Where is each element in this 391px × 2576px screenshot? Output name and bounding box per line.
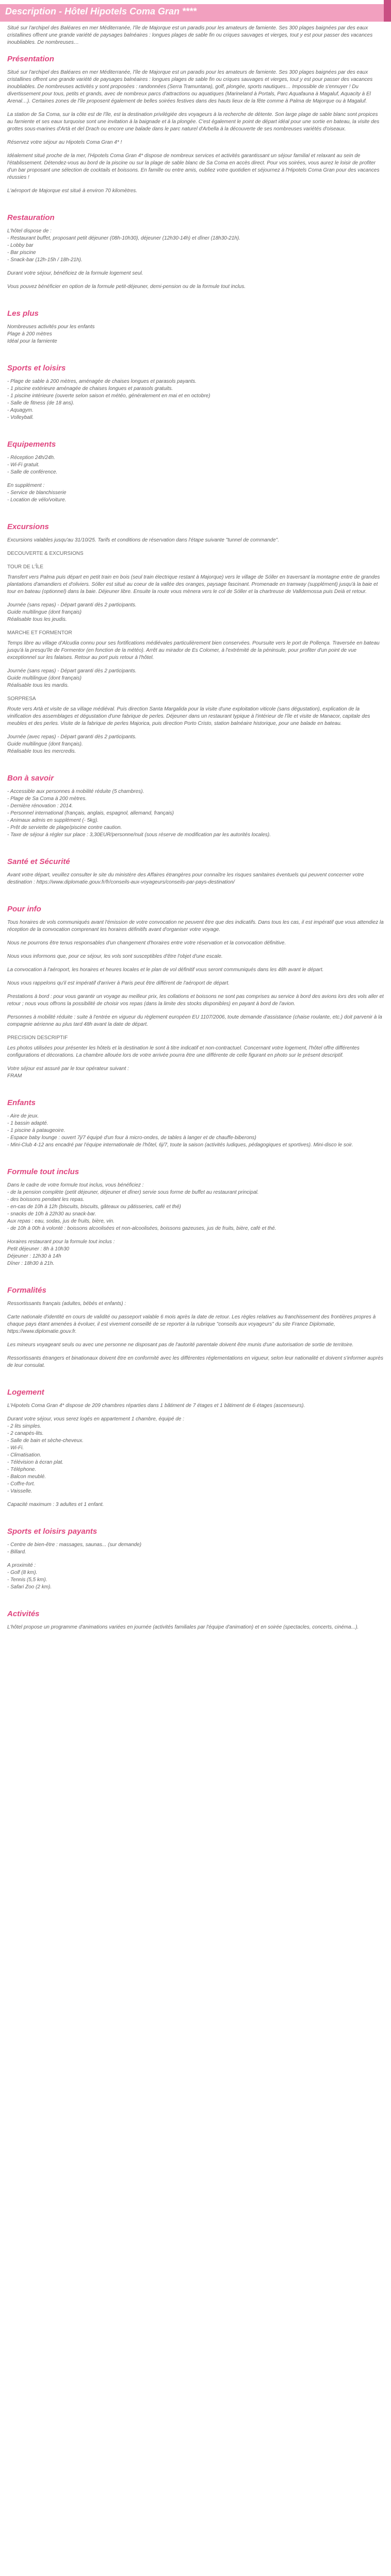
list-item: - 1 bassin adapté.	[7, 1121, 48, 1126]
equipements-extra-list	[7, 482, 384, 504]
sports-payants-list	[7, 1541, 384, 1556]
list-item: - Climatisation.	[7, 1452, 42, 1458]
list-item: Idéal pour la farniente	[7, 338, 57, 344]
list-item: - 1 piscine à pataugeoire.	[7, 1128, 66, 1133]
list-item: - Espace baby lounge : ouvert 7j/7 équipé d'un four à micro-ondes, de tables à langer et de chauffe-biberons)	[7, 1135, 256, 1141]
section-title-formule: Formule tout inclus	[7, 1167, 79, 1176]
list-item: - Wi-Fi.	[7, 1445, 24, 1451]
list-item: - Télévision à écran plat.	[7, 1460, 63, 1465]
excursion-desc: Temps libre au village d'Alcudia connu pour ses fortifications médiévales particulièrement bien conservées. Poursuite vers le port de Pollença. Traversée en bateau jusqu'à la presqu'île de Formentor (en fonction de la météo). Arrêt au mirador de Es Colomer, à l'extrémité de la péninsule, pour profiter d'un point de vue exceptionnel sur les falaises. Retour au port puis retour à l'hôtel.	[7, 640, 380, 660]
list-item: - Wi-Fi gratuit.	[7, 462, 40, 468]
list-item: - Accessible aux personnes à mobilité réduite (5 chambres).	[7, 789, 144, 794]
list-item: - Personnel international (français, anglais, espagnol, allemand, français)	[7, 810, 174, 816]
excursion-name: TOUR DE L'ÎLE	[7, 564, 44, 570]
list-item: - 2 canapés-lits.	[7, 1431, 44, 1436]
section-title-restauration: Restauration	[7, 213, 55, 222]
formule-list	[7, 1182, 384, 1232]
list-item: - Snack-bar (12h-15h / 18h-21h).	[7, 257, 83, 263]
restauration-p1: Durant votre séjour, bénéficiez de la formule logement seul.	[7, 270, 143, 276]
section-title-sports: Sports et loisirs	[7, 364, 66, 372]
section-title-equipements: Equipements	[7, 440, 56, 449]
list-item: - Balcon meublé.	[7, 1474, 46, 1480]
list-item: - de la pension complète (petit déjeuner, déjeuner et dîner) servie sous forme de buffet au restaurant principal.	[7, 1190, 259, 1195]
list-item: - en-cas de 10h à 12h (biscuits, biscuits, gâteaux ou pâtisseries, café et thé)	[7, 1204, 181, 1210]
formalites-p3: Les mineurs voyageant seuls ou avec une personne ne disposant pas de l'autorité parentale doivent être munis d'une autorisation de sortie de territoire.	[7, 1342, 354, 1348]
list-item: - Téléphone.	[7, 1467, 37, 1472]
formalites-p1: Ressortissants français (adultes, bébés et enfants) :	[7, 1301, 126, 1307]
logement-p2: Durant votre séjour, vous serez logés en appartement 1 chambre, équipé de :	[7, 1416, 184, 1422]
list-item: Déjeuner : 12h30 à 14h	[7, 1253, 61, 1259]
section-title-sports-payants: Sports et loisirs payants	[7, 1527, 97, 1536]
list-item: - Dernière rénovation : 2014.	[7, 803, 73, 809]
list-item: Petit déjeuner : 8h à 10h30	[7, 1246, 70, 1252]
logement-p1: L'Hipotels Coma Gran 4* dispose de 209 chambres réparties dans 1 bâtiment de 7 étages et 1 bâtiment de 6 étages (ascenseurs).	[7, 1403, 305, 1409]
page-title: Description - Hôtel Hipotels Coma Gran ****	[5, 6, 197, 16]
formule-p2: Horaires restaurant pour la formule tout inclus :	[7, 1239, 115, 1245]
list-item: Plage à 200 mètres	[7, 331, 52, 337]
precision-heading: PRECISION DESCRIPTIF	[7, 1035, 68, 1041]
excursions-heading: DECOUVERTE & EXCURSIONS	[7, 551, 84, 556]
list-label: A proximité :	[7, 1563, 36, 1568]
list-item: Réalisable tous les jeudis.	[7, 617, 67, 622]
list-item: - Aquagym.	[7, 408, 34, 413]
list-item: Nombreuses activités pour les enfants	[7, 324, 95, 330]
formule-hours	[7, 1239, 384, 1267]
bon-a-savoir-list	[7, 788, 384, 839]
restauration-list	[7, 228, 384, 264]
tour-operator: FRAM	[7, 1073, 22, 1079]
list-item: - Lobby bar	[7, 243, 34, 248]
presentation-p1: Situé sur l'archipel des Baléares en mer Méditerranée, l'île de Majorque est un paradis pour les amateurs de farniente. Ses 300 plages baignées par des eaux cristallines offrent une grande variété de paysages balnéaires : longues plages de sable fin ou criques sauvages et vierges, tout y est pour passer des vacances inoubliables. De nombreuses activités y sont proposées : randonnées (Serra Tramuntana), golf, plongée, sports nautiques… Impossible de s'ennuyer ! Du divertissement pour tous, petits et grands, avec de nombreux parcs d'attractions ou aquatiques (Marineland à Portals, Parc Aquafauna à Magaluf, Aquacity à El Arenal…). Certaines zones de l'île proposent également de belles soirées festives dans des hauts lieux de la fête comme à Palma de Majorque ou à Magaluf.	[7, 70, 373, 104]
section-title-presentation: Présentation	[7, 55, 54, 63]
info-p4: La convocation à l'aéroport, les horaires et heures locales et le plan de vol définitif vous seront communiqués dans les 48h avant le départ.	[7, 967, 324, 973]
list-item: - Coffre-fort.	[7, 1481, 35, 1487]
formule-p1: Dans le cadre de votre formule tout inclus, vous bénéficiez :	[7, 1182, 144, 1188]
presentation-p4: Idéalement situé proche de la mer, l'Hipotels Coma Gran 4* dispose de nombreux services et activités garantissant un séjour familial et relaxant au sein de l'établissement. Détendez-vous au bord de la piscine ou sur la plage de sable blanc de Sa Coma en accès direct. Pour vos soirées, vous aurez le loisir de profiter d'un bar proposant une sélection de cocktails et boissons. En famille ou entre amis, oubliez votre quotidien et séjournez à l'Hipotels Coma Gran pour des vacances réussies !	[7, 153, 380, 180]
list-item: - des boissons pendant les repas.	[7, 1197, 85, 1202]
info-p5: Nous vous rappelons qu'il est impératif d'arriver à Paris peut être différent de l'aéroport de départ.	[7, 980, 230, 986]
presentation-p3: Réservez votre séjour au Hipotels Coma Gran 4* !	[7, 140, 122, 145]
excursion-desc: Route vers Artà et visite de sa village médiéval. Puis direction Santa Margalida pour la visite d'une exploitation viticole (sans dégustation), explication de la vinification des assemblages et dégustation d'une fabrique de perles. Déjeuner dans un restaurant typique à l'intérieur de l'île et visite de Manacor, capitale des meubles et des perles. Visite de la fabrique de perles Majorica, puis direction Porto Cristo, station balnéaire historique, pour une balade en bateau.	[7, 706, 370, 726]
list-item: - Bar piscine	[7, 250, 36, 256]
description-content	[0, 22, 391, 1646]
list-item: Réalisable tous les mardis.	[7, 683, 69, 688]
excursion-desc: Transfert vers Palma puis départ en petit train en bois (seul train électrique restant à Majorque) vers le village de Sóller en traversant la montagne entre de grandes plantations d'amandiers et d'oliviers. Sóller est situé au coeur de la vallée des oranges, paysage fascinant. Promenade en tramway (supplément) jusqu'à la baie et tour en bateau (optionnel) dans la baie. Déjeuner libre. Ensuite la route vous mènera vers le col de Sóller et la chartreuse de Valldemossa puis Deià et retour.	[7, 574, 380, 595]
logement-p3: Capacité maximum : 3 adultes et 1 enfant.	[7, 1502, 104, 1507]
list-item: - 2 lits simples.	[7, 1423, 42, 1429]
sports-proximite-list	[7, 1562, 384, 1591]
list-item: - Billard.	[7, 1549, 26, 1555]
list-item: - Safari Zoo (2 km).	[7, 1584, 52, 1590]
title-banner	[0, 0, 391, 22]
presentation-p2: La station de Sa Coma, sur la côte est de l'île, est la destination privilégiée des voyageurs à la recherche de détente. Son large plage de sable blanc sont propices au farniente et ses eaux turquoise sont une invitation à la baignade et à la plongée. C'est également le point de départ idéal pour une sortie en bateau, la visite des grottes sous-marines d'Artà et del Drach ou encore une balade dans le parc naturel d'Arbella à la découverte de ses nombreuses variétés d'oiseaux.	[7, 112, 380, 132]
list-item: Journée (avec repas) - Départ garanti dès 2 participants.	[7, 734, 137, 740]
list-item: Guide multilingue (dont français)	[7, 675, 82, 681]
info-p6: Prestations à bord : pour vous garantir un voyage au meilleur prix, les collations et boissons ne sont pas comprises au service à bord des avions lors des vols aller et retour ; nous vous offrons la possibilité de choisir vos repas (dans la limite des stocks disponibles) en payant à bord de l'avion.	[7, 994, 384, 1007]
excursion-meta	[7, 668, 384, 689]
section-title-sante: Santé et Sécurité	[7, 857, 70, 866]
list-item: - Tennis (5,5 km).	[7, 1577, 47, 1583]
list-item: L'hôtel dispose de :	[7, 228, 52, 234]
restauration-p2: Vous pouvez bénéficier en option de la formule petit-déjeuner, demi-pension ou de la formule tout inclus.	[7, 284, 246, 290]
list-item: - 1 piscine intérieure (ouverte selon saison et météo, généralement en mai et en octobre)	[7, 393, 210, 399]
list-item: - snacks de 10h à 22h30 au snack-bar.	[7, 1211, 96, 1217]
section-title-formalites: Formalités	[7, 1286, 46, 1295]
section-title-info: Pour info	[7, 905, 41, 913]
title-bar-accent	[384, 0, 391, 22]
list-item: - Taxe de séjour à régler sur place : 3,30EUR/personne/nuit (sous réserve de modification par les autorités locales).	[7, 832, 271, 838]
list-item: - Aire de jeux.	[7, 1113, 39, 1119]
list-item: Journée (sans repas) - Départ garanti dès 2 participants.	[7, 668, 137, 674]
list-item: Guide multilingue (dont français).	[7, 741, 83, 747]
excursion-meta	[7, 602, 384, 623]
excursion-meta	[7, 734, 384, 755]
operator-block	[7, 1065, 384, 1080]
list-item: - Service de blanchisserie	[7, 490, 67, 496]
section-title-activites: Activités	[7, 1609, 40, 1618]
list-item: - 1 piscine extérieure aménagée de chaises longues et parasols gratuits.	[7, 386, 173, 392]
section-title-enfants: Enfants	[7, 1098, 36, 1107]
info-p3: Nous vous informons que, pour ce séjour, les vols sont susceptibles d'être l'objet d'une escale.	[7, 954, 223, 959]
list-item: Aux repas : eau, sodas, jus de fruits, bière, vin.	[7, 1218, 115, 1224]
list-item: - Volleyball.	[7, 415, 34, 420]
info-p1: Tous horaires de vols communiqués avant l'émission de votre convocation ne peuvent être que des indicatifs. Dans tous les cas, il est impératif que vous attendiez la réception de la convocation comprenant les horaires définitifs avant d'organiser votre voyage.	[7, 920, 384, 933]
list-item: Dîner : 18h30 à 21h.	[7, 1261, 55, 1266]
section-title-logement: Logement	[7, 1388, 44, 1397]
list-label: En supplément :	[7, 483, 45, 488]
list-item: - Golf (8 km).	[7, 1570, 38, 1575]
presentation-p5: L'aéroport de Majorque est situé à environ 70 kilomètres.	[7, 188, 138, 194]
list-item: Guide multilingue (dont français)	[7, 609, 82, 615]
list-item: - Prêt de serviette de plage/piscine contre caution.	[7, 825, 122, 831]
sante-p1: Avant votre départ, veuillez consulter le site du ministère des Affaires étrangères pour connaître les risques sanitaires éventuels qui peuvent concerner votre destination : https://www.diplomatie.gouv.fr/fr/conseils-aux-voyageurs/conseils-par-pays-destination/	[7, 872, 364, 885]
formalites-p4: Ressortissants étrangers et binationaux doivent être en conformité avec les différentes réglementations en vigueur, selon leur nationalité et doivent s'informer auprès de leur consulat.	[7, 1355, 383, 1368]
info-p7: Personnes à mobilité réduite : suite à l'entrée en vigueur du règlement européen EU 1107/2006, toute demande d'assistance (chaise roulante, etc.) doit parvenir à la compagnie aérienne au plus tard 48h avant la date de départ.	[7, 1014, 382, 1027]
list-item: - de 10h à 00h à volonté : boissons alcoolisées et non-alcoolisées, boissons gazeuses, jus de fruits, bière, café et thé.	[7, 1226, 276, 1231]
list-item: - Animaux admis en supplément (- 5kg).	[7, 818, 99, 823]
list-item: - Vaisselle.	[7, 1488, 32, 1494]
enfants-list	[7, 1113, 384, 1149]
list-item: - Plage de sable à 200 mètres, aménagée de chaises longues et parasols payants.	[7, 379, 197, 384]
list-item: - Plage de Sa Coma à 200 mètres.	[7, 796, 87, 802]
info-p9: Votre séjour est assuré par le tour opérateur suivant :	[7, 1066, 129, 1072]
excursions-intro: Excursions valables jusqu'au 31/10/25. Tarifs et conditions de réservation dans l'étape suivante "tunnel de commande".	[7, 537, 279, 543]
list-item: - Centre de bien-être : massages, saunas... (sur demande)	[7, 1542, 142, 1548]
equipements-list	[7, 454, 384, 476]
formalites-p2: Carte nationale d'identité en cours de validité ou passeport valable 6 mois après la date de retour. Les règles relatives au franchissement des frontières propres à chaque pays étant amenées à évoluer, il est vivement conseillé de se reporter à la rubrique "conseils aux voyageurs" du site France Diplomatie, https://www.diplomatie.gouv.fr.	[7, 1314, 376, 1334]
list-item: - Mini-Club 4-12 ans encadré par l'équipe internationale de l'hôtel, 6j/7, toute la saison (activités ludiques, pédagogiques et sportives). Mini-disco le soir.	[7, 1142, 353, 1148]
list-item: - Location de vélo/voiture.	[7, 497, 67, 503]
info-p2: Nous ne pourrons être tenus responsables d'un changement d'horaires entre votre réservation et la convocation définitive.	[7, 940, 286, 946]
list-item: Réalisable tous les mercredis.	[7, 749, 76, 754]
logement-list	[7, 1416, 384, 1495]
intro-text: Situé sur l'archipel des Baléares en mer Méditerranée, l'île de Majorque est un paradis pour les amateurs de farniente. Ses 300 plages baignées par des eaux cristallines offrent une grande variété de paysages balnéaires : longues plages de sable fin ou criques sauvages et vierges, tout y est pour passer des vacances inoubliables. De nombreuses…	[7, 25, 373, 45]
list-item: Journée (sans repas) - Départ garanti dès 2 participants.	[7, 602, 137, 608]
section-title-excursions: Excursions	[7, 522, 49, 531]
section-title-plus: Les plus	[7, 309, 39, 318]
list-item: - Réception 24h/24h.	[7, 455, 55, 461]
list-item: - Restaurant buffet, proposant petit déjeuner (08h-10h30), déjeuner (12h30-14h) et dîner (18h30-21h).	[7, 235, 240, 241]
excursion-name: SORPRESA	[7, 696, 36, 702]
sports-list	[7, 378, 384, 421]
info-p8: Les photos utilisées pour présenter les hôtels et la destination le sont à titre indicatif et non-contractuel. Concernant votre logement, l'hôtel offre différentes configurations et décorations. La chambre allouée lors de votre arrivée pourra être une différente de celle figurant en photo sur le présent descriptif.	[7, 1045, 360, 1058]
section-title-bon-a-savoir: Bon à savoir	[7, 774, 54, 783]
activites-p1: L'hôtel propose un programme d'animations variées en journée (activités familiales par l'équipe d'animation) et en soirée (spectacles, concerts, cinéma...).	[7, 1624, 359, 1630]
list-item: - Salle de bain et sèche-cheveux.	[7, 1438, 84, 1444]
list-item: - Salle de fitness (de 18 ans).	[7, 400, 75, 406]
list-item: - Salle de conférence.	[7, 469, 58, 475]
plus-list	[7, 324, 384, 345]
excursion-name: MARCHE ET FORMENTOR	[7, 630, 72, 636]
